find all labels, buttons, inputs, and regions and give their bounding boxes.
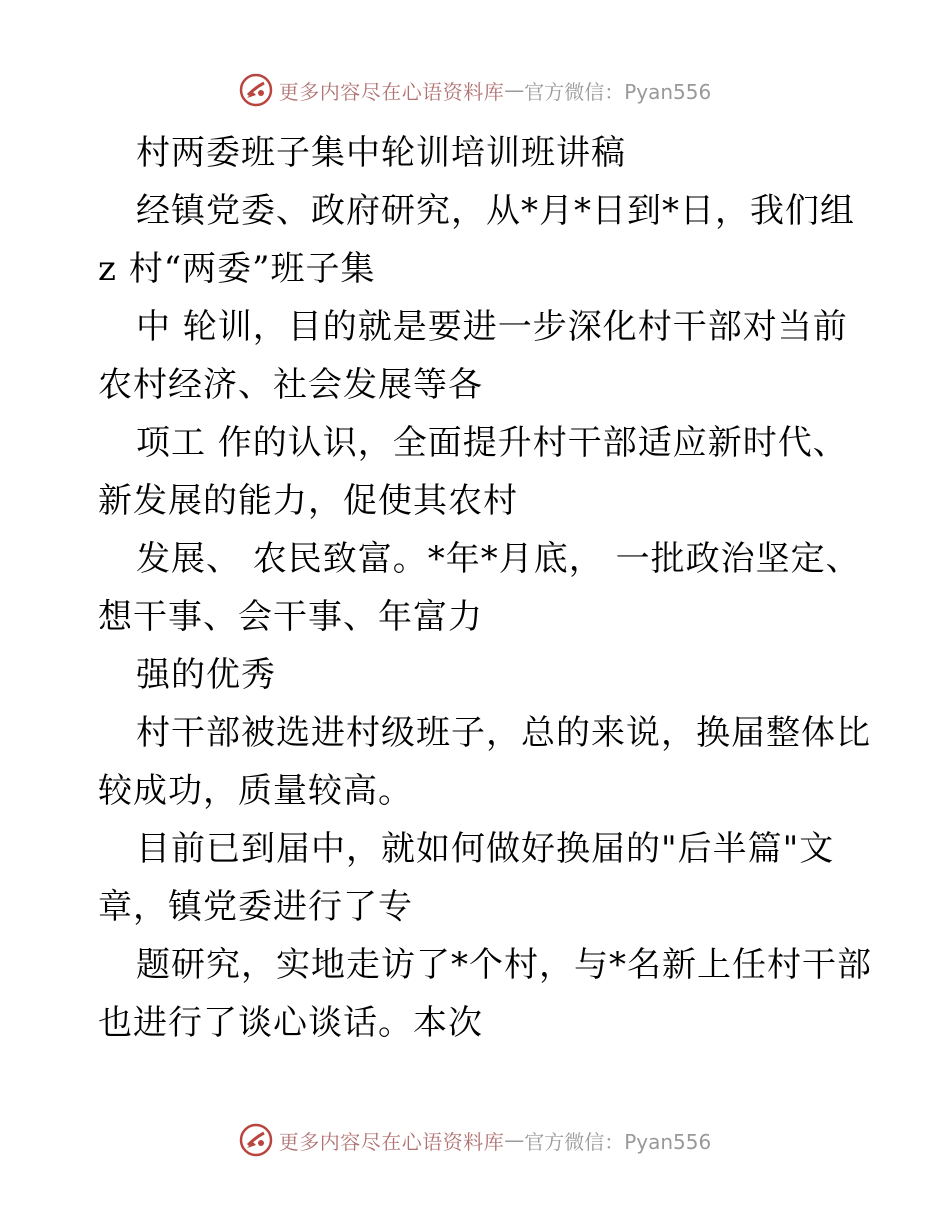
doc-line: 经镇党委、政府研究，从*月*日到*日，我们组 bbox=[136, 191, 855, 231]
doc-line: 较成功，质量较高。 bbox=[98, 771, 413, 811]
doc-line: 也进行了谈心谈话。本次 bbox=[98, 1003, 483, 1043]
doc-title: 村两委班子集中轮训培训班讲稿 bbox=[136, 133, 626, 173]
book-pen-logo-icon bbox=[239, 73, 273, 107]
watermark-dash: — bbox=[504, 78, 525, 102]
doc-line: 强的优秀 bbox=[136, 655, 276, 695]
document-body bbox=[98, 124, 872, 1052]
book-pen-logo-icon bbox=[239, 1123, 273, 1157]
watermark-site-text: 更多内容尽在心语资料库 bbox=[278, 79, 505, 104]
footer-watermark bbox=[0, 1120, 950, 1160]
doc-line: 农村经济、社会发展等各 bbox=[98, 365, 483, 405]
watermark-wechat-text: 官方微信：Pyan556 bbox=[524, 1129, 712, 1154]
doc-line: 想干事、会干事、年富力 bbox=[98, 597, 483, 637]
doc-line: z 村“两委”班子集 bbox=[98, 249, 376, 289]
doc-line: 题研究，实地走访了*个村，与*名新上任村干部 bbox=[136, 945, 872, 985]
watermark-dash: — bbox=[504, 1128, 525, 1152]
watermark-site-text: 更多内容尽在心语资料库 bbox=[278, 1129, 505, 1154]
header-watermark bbox=[0, 70, 950, 110]
doc-line: 目前已到届中，就如何做好换届的"后半篇"文 bbox=[136, 829, 835, 869]
doc-line: 村干部被选进村级班子，总的来说，换届整体比 bbox=[136, 713, 871, 753]
doc-line: 章，镇党委进行了专 bbox=[98, 887, 413, 927]
doc-line: 项工 作的认识，全面提升村干部适应新时代、 bbox=[136, 423, 848, 463]
doc-line: 发展、 农民致富。*年*月底， 一批政治坚定、 bbox=[136, 539, 861, 579]
watermark-wechat-text: 官方微信：Pyan556 bbox=[524, 79, 712, 104]
doc-line: 新发展的能力，促使其农村 bbox=[98, 481, 518, 521]
doc-line: 中 轮训，目的就是要进一步深化村干部对当前 bbox=[136, 307, 848, 347]
